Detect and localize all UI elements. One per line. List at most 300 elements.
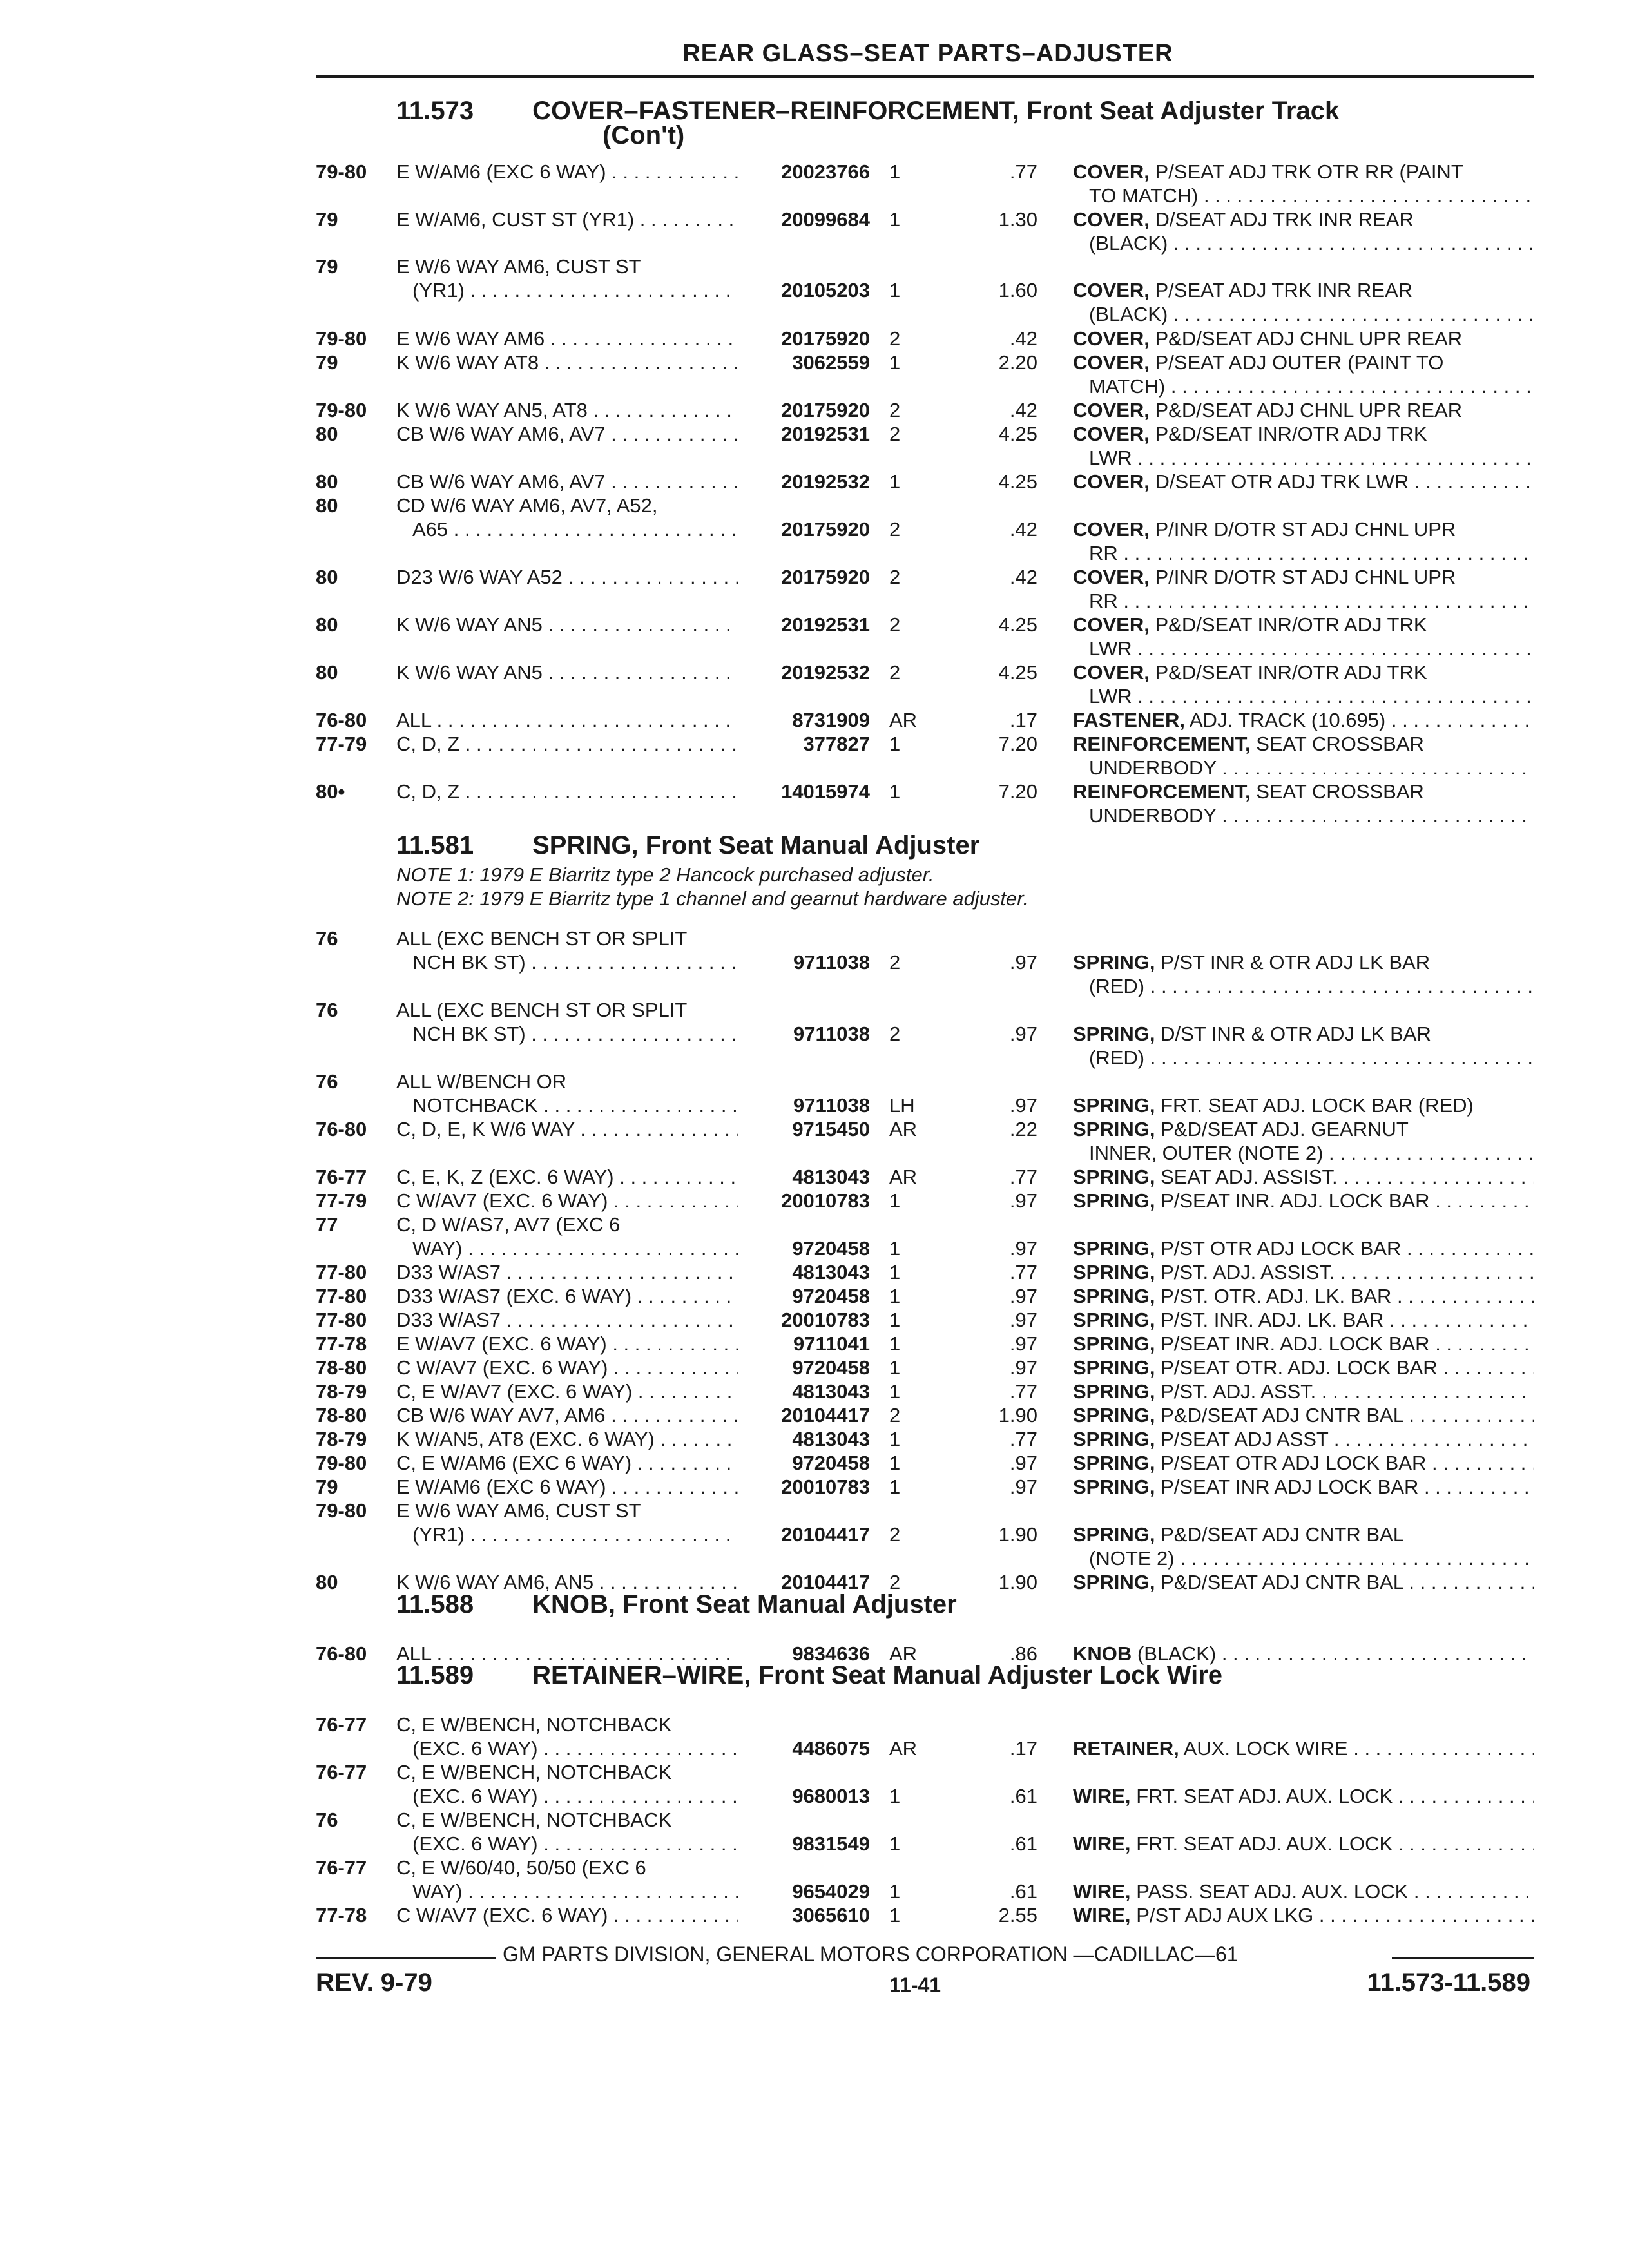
row-application-cont: WAY) . . . [396,1236,738,1260]
row-application-cont: (YR1) . . . [396,278,738,302]
row-description-name: SPRING, [1073,1261,1155,1283]
row-description-cont: LWR . . . [1073,446,1534,470]
row-price: 1.30 [998,208,1037,231]
row-price: .97 [1009,1237,1037,1260]
row-part-number: 20192532 [781,661,870,684]
row-price: .22 [1009,1118,1037,1140]
row-year-range: 78-79 [316,1428,367,1450]
row-quantity: 1 [889,470,901,493]
row-description-name: COVER, [1073,661,1150,684]
row-description [1073,327,1534,351]
row-description-cont: (NOTE 2) . . . [1073,1546,1534,1570]
row-description-name: FASTENER, [1073,709,1185,731]
row-quantity: AR [889,709,918,731]
row-description [1073,950,1534,998]
row-part-number: 20010783 [781,1309,870,1331]
row-year-range: 76-77 [316,1856,367,1879]
row-price: 4.25 [998,470,1037,493]
row-description [1073,398,1534,422]
row-description-text: P/SEAT ADJ ASST . . . [1161,1428,1534,1450]
row-description [1073,1403,1534,1427]
row-description-text: FRT. SEAT ADJ. AUX. LOCK . . . [1136,1785,1534,1807]
row-part-number: 14015974 [781,780,870,803]
row-application: C, D, E, K W/6 WAY . . . [396,1117,738,1141]
row-application: CB W/6 WAY AM6, AV7 . . . [396,422,738,446]
row-price: .77 [1009,1261,1037,1283]
row-application: C, E, K, Z (EXC. 6 WAY) . . . [396,1165,738,1189]
row-year-range: 80 [316,1571,338,1593]
row-part-number: 20104417 [781,1571,870,1593]
row-part-number: 9720458 [792,1285,870,1307]
row-year-range: 80 [316,470,338,493]
row-part-number: 9711038 [793,951,870,974]
row-application: C, E W/BENCH, NOTCHBACK [396,1761,672,1783]
row-price: .42 [1009,399,1037,421]
row-application: E W/AM6, CUST ST (YR1) . . . [396,207,738,231]
row-description [1073,278,1534,326]
row-price: .42 [1009,566,1037,588]
row-price: .97 [1009,1475,1037,1498]
row-year-range: 79 [316,255,338,278]
section-continued-label: (Con't) [602,121,685,149]
row-description [1073,1736,1534,1760]
row-quantity: 2 [889,518,901,541]
row-price: 7.20 [998,780,1037,803]
row-description [1073,1308,1534,1332]
row-part-number: 20104417 [781,1523,870,1546]
section-title-11588: 11.588 KNOB, Front Seat Manual Adjuster [396,1590,957,1619]
row-part-number: 9834636 [792,1642,870,1665]
row-part-number: 4486075 [792,1737,870,1760]
row-part-number: 9711038 [793,1094,870,1117]
row-description-text: P&D/SEAT ADJ CHNL UPR REAR [1155,399,1463,421]
row-year-range: 76-80 [316,1118,367,1140]
footer-revision: REV. 9-79 [316,1968,432,1997]
row-year-range: 77-79 [316,1189,367,1212]
row-description-text: P&D/SEAT INR/OTR ADJ TRK [1155,661,1427,684]
row-description-text: ADJ. TRACK (10.695) . . . [1190,709,1534,731]
row-price: .61 [1009,1832,1037,1855]
row-price: .97 [1009,1023,1037,1045]
row-price: .77 [1009,160,1037,183]
row-description-text: D/ST INR & OTR ADJ LK BAR [1161,1023,1431,1045]
row-year-range: 78-79 [316,1380,367,1403]
row-year-range: 79-80 [316,399,367,421]
row-year-range: 79-80 [316,1452,367,1474]
row-application: ALL (EXC BENCH ST OR SPLIT [396,999,688,1021]
row-description-name: COVER, [1073,399,1150,421]
row-part-number: 20099684 [781,208,870,231]
row-quantity: 2 [889,951,901,974]
row-part-number: 9831549 [792,1832,870,1855]
row-quantity: 2 [889,327,901,350]
row-part-number: 20192531 [781,613,870,636]
row-part-number: 9711038 [793,1023,870,1045]
row-description-name: SPRING, [1073,1118,1155,1140]
row-application: K W/6 WAY AM6, AN5 . . . [396,1570,738,1594]
row-description [1073,1260,1534,1284]
row-price: .97 [1009,1309,1037,1331]
row-year-range: 79-80 [316,160,367,183]
row-description-text: P/SEAT INR. ADJ. LOCK BAR . . . [1161,1332,1534,1355]
row-description-text: SEAT CROSSBAR [1256,780,1424,803]
row-description [1073,1236,1534,1260]
row-description-text: P/INR D/OTR ST ADJ CHNL UPR [1155,518,1456,541]
row-description [1073,708,1534,732]
row-part-number: 9715450 [792,1118,870,1140]
row-part-number: 4813043 [792,1428,870,1450]
row-price: .97 [1009,1094,1037,1117]
row-year-range: 76-77 [316,1166,367,1188]
row-year-range: 76 [316,1070,338,1093]
row-quantity: 1 [889,1356,901,1379]
row-application: C, D W/AS7, AV7 (EXC 6 [396,1213,621,1236]
row-description-name: SPRING, [1073,1475,1155,1498]
row-description [1073,613,1534,660]
row-description-text: P/SEAT ADJ TRK OTR RR (PAINT [1155,160,1463,183]
row-description [1073,565,1534,613]
row-year-range: 78-80 [316,1404,367,1427]
row-description [1073,1332,1534,1356]
row-quantity: 2 [889,423,901,445]
row-description [1073,1379,1534,1403]
row-quantity: 2 [889,1404,901,1427]
row-quantity: 1 [889,780,901,803]
row-application: E W/AM6 (EXC 6 WAY) . . . [396,1475,738,1499]
row-description-name: KNOB [1073,1642,1132,1665]
row-application-cont: NCH BK ST) . . . [396,1022,738,1046]
row-description-cont: (RED) . . . [1073,1046,1534,1070]
row-price: 4.25 [998,423,1037,445]
row-application: C, E W/60/40, 50/50 (EXC 6 [396,1856,646,1879]
row-application-cont: NCH BK ST) . . . [396,950,738,974]
row-price: .97 [1009,1332,1037,1355]
row-price: 4.25 [998,613,1037,636]
row-quantity: AR [889,1166,918,1188]
row-price: .17 [1009,709,1037,731]
row-year-range: 76-77 [316,1713,367,1736]
row-description [1073,1523,1534,1570]
row-description-text: P&D/SEAT ADJ. GEARNUT [1161,1118,1409,1140]
row-quantity: 1 [889,1380,901,1403]
row-description-name: SPRING, [1073,1309,1155,1331]
row-price: 4.25 [998,661,1037,684]
row-application: C, E W/AV7 (EXC. 6 WAY) . . . [396,1379,738,1403]
row-year-range: 78-80 [316,1356,367,1379]
row-application: CB W/6 WAY AV7, AM6 . . . [396,1403,738,1427]
row-description-text: P/SEAT OTR. ADJ. LOCK BAR . . . [1161,1356,1534,1379]
row-application: C, D, Z . . . [396,780,738,803]
row-description-cont: UNDERBODY . . . [1073,803,1534,827]
row-description [1073,1189,1534,1213]
row-price: .97 [1009,1452,1037,1474]
row-price: .97 [1009,1285,1037,1307]
row-description-name: WIRE, [1073,1880,1131,1903]
row-application: C, E W/BENCH, NOTCHBACK [396,1713,672,1736]
row-application-cont: (YR1) . . . [396,1523,738,1546]
row-price: 2.55 [998,1904,1037,1927]
row-quantity: 2 [889,1023,901,1045]
row-description-name: SPRING, [1073,1380,1155,1403]
row-quantity: 2 [889,566,901,588]
row-description-name: SPRING, [1073,1023,1155,1045]
row-year-range: 76 [316,999,338,1021]
row-description-name: SPRING, [1073,1332,1155,1355]
row-application-cont: (EXC. 6 WAY) . . . [396,1832,738,1856]
row-part-number: 20010783 [781,1475,870,1498]
row-description-text: P/SEAT INR. ADJ. LOCK BAR . . . [1161,1189,1534,1212]
row-part-number: 4813043 [792,1166,870,1188]
row-description-text: P/SEAT ADJ TRK INR REAR [1155,279,1413,302]
row-description-text: (BLACK) . . . [1137,1642,1534,1665]
row-description [1073,1832,1534,1856]
row-application: C W/AV7 (EXC. 6 WAY) . . . [396,1189,738,1213]
row-year-range: 79 [316,351,338,374]
row-year-range: 77-80 [316,1285,367,1307]
row-description-cont: LWR . . . [1073,637,1534,660]
row-quantity: 1 [889,1880,901,1903]
row-part-number: 20175920 [781,327,870,350]
row-description-text: FRT. SEAT ADJ. LOCK BAR (RED) [1161,1094,1474,1117]
row-application: ALL . . . [396,1642,738,1666]
row-description-name: COVER, [1073,613,1150,636]
row-part-number: 4813043 [792,1261,870,1283]
row-price: .42 [1009,518,1037,541]
row-quantity: 2 [889,613,901,636]
row-year-range: 77-80 [316,1261,367,1283]
row-description [1073,207,1534,255]
row-price: .17 [1009,1737,1037,1760]
row-application: C W/AV7 (EXC. 6 WAY) . . . [396,1356,738,1379]
row-price: 7.20 [998,733,1037,755]
row-description-text: P&D/SEAT INR/OTR ADJ TRK [1155,613,1427,636]
row-description-name: REINFORCEMENT, [1073,780,1251,803]
row-application-cont: A65 . . . [396,517,738,541]
row-description-name: COVER, [1073,351,1150,374]
row-description-text: AUX. LOCK WIRE . . . [1184,1737,1534,1760]
row-price: 1.90 [998,1571,1037,1593]
row-description-text: P&D/SEAT ADJ CNTR BAL [1161,1523,1404,1546]
row-description-text: PASS. SEAT ADJ. AUX. LOCK . . . [1136,1880,1534,1903]
row-application: D33 W/AS7 . . . [396,1308,738,1332]
header-rule [316,75,1534,78]
row-description-name: SPRING, [1073,1166,1155,1188]
row-quantity: AR [889,1642,918,1665]
row-application-cont: (EXC. 6 WAY) . . . [396,1784,738,1808]
row-quantity: 2 [889,1571,901,1593]
row-description-text: D/SEAT OTR ADJ TRK LWR . . . [1155,470,1534,493]
row-year-range: 79-80 [316,327,367,350]
row-part-number: 9720458 [792,1452,870,1474]
row-description [1073,1427,1534,1451]
row-quantity: 2 [889,661,901,684]
row-description-name: SPRING, [1073,1428,1155,1450]
row-part-number: 9720458 [792,1356,870,1379]
row-description-name: COVER, [1073,208,1150,231]
row-application: C, D, Z . . . [396,732,738,756]
row-year-range: 79-80 [316,1499,367,1522]
row-application-cont: WAY) . . . [396,1879,738,1903]
row-year-range: 76 [316,927,338,950]
row-quantity: 1 [889,208,901,231]
row-quantity: 1 [889,1452,901,1474]
row-description-name: COVER, [1073,279,1150,302]
row-year-range: 77-80 [316,1309,367,1331]
row-description-name: SPRING, [1073,1189,1155,1212]
row-quantity: 1 [889,1904,901,1927]
footer-rule-right [1392,1957,1534,1959]
row-description-cont: LWR . . . [1073,684,1534,708]
row-description-name: SPRING, [1073,1356,1155,1379]
row-description [1073,732,1534,780]
row-year-range: 80 [316,494,338,517]
row-price: .97 [1009,951,1037,974]
row-year-range: 80 [316,613,338,636]
row-application: C, E W/BENCH, NOTCHBACK [396,1809,672,1831]
row-description-name: SPRING, [1073,1404,1155,1427]
row-application: E W/6 WAY AM6, CUST ST [396,255,641,278]
row-description-cont: MATCH) . . . [1073,374,1534,398]
row-application: E W/AV7 (EXC. 6 WAY) . . . [396,1332,738,1356]
row-quantity: 1 [889,1428,901,1450]
row-description [1073,1642,1534,1666]
row-quantity: 1 [889,160,901,183]
row-description-text: P/ST. ADJ. ASSIST. . . . [1161,1261,1534,1283]
row-description-cont: RR . . . [1073,541,1534,565]
row-year-range: 76 [316,1809,338,1831]
row-application: K W/6 WAY AT8 . . . [396,351,738,374]
row-description [1073,1879,1534,1903]
row-part-number: 4813043 [792,1380,870,1403]
row-price: .61 [1009,1880,1037,1903]
row-description-name: SPRING, [1073,951,1155,974]
row-description-cont: INNER, OUTER (NOTE 2) . . . [1073,1141,1534,1165]
row-description-text: P/ST. OTR. ADJ. LK. BAR . . . [1161,1285,1534,1307]
row-description-text: SEAT CROSSBAR [1256,733,1424,755]
page-header-title: REAR GLASS–SEAT PARTS–ADJUSTER [682,40,1173,67]
row-description-text: P/INR D/OTR ST ADJ CHNL UPR [1155,566,1456,588]
row-application: K W/6 WAY AN5 . . . [396,613,738,637]
row-description-name: WIRE, [1073,1904,1131,1927]
row-description [1073,1165,1534,1189]
row-quantity: AR [889,1118,918,1140]
footer-section-range: 11.573-11.589 [1367,1968,1530,1997]
section-title-11589: 11.589 RETAINER–WIRE, Front Seat Manual Adjuster Lock Wire [396,1661,1223,1689]
row-quantity: AR [889,1737,918,1760]
footer-page-number: 11-41 [889,1974,941,1997]
row-description-text: P/ST INR & OTR ADJ LK BAR [1161,951,1431,974]
row-description-cont: TO MATCH) . . . [1073,184,1534,207]
row-year-range: 79 [316,208,338,231]
row-application: D23 W/6 WAY A52 . . . [396,565,738,589]
row-description [1073,422,1534,470]
row-year-range: 77 [316,1213,338,1236]
row-price: 2.20 [998,351,1037,374]
row-description [1073,1117,1534,1165]
row-application: K W/6 WAY AN5, AT8 . . . [396,398,738,422]
row-year-range: 80 [316,423,338,445]
row-part-number: 8731909 [792,709,870,731]
row-description [1073,1356,1534,1379]
row-quantity: 1 [889,1475,901,1498]
row-description-cont: (RED) . . . [1073,974,1534,998]
row-application: ALL (EXC BENCH ST OR SPLIT [396,927,688,950]
row-quantity: 1 [889,1285,901,1307]
row-part-number: 20175920 [781,566,870,588]
row-description-text: P/ST. INR. ADJ. LK. BAR . . . [1161,1309,1534,1331]
row-description-text: SEAT ADJ. ASSIST. . . . [1161,1166,1534,1188]
row-application: ALL . . . [396,708,738,732]
row-quantity: 1 [889,1309,901,1331]
row-part-number: 20192532 [781,470,870,493]
footer-division: GM PARTS DIVISION, GENERAL MOTORS CORPORATION —CADILLAC—61 [503,1943,1239,1966]
row-description-name: SPRING, [1073,1094,1155,1117]
row-quantity: 1 [889,1332,901,1355]
row-description-cont: (BLACK) . . . [1073,231,1534,255]
row-application-cont: NOTCHBACK . . . [396,1093,738,1117]
row-description-text: P/ST ADJ AUX LKG . . . [1136,1904,1534,1927]
row-description [1073,160,1534,207]
row-application: E W/AM6 (EXC 6 WAY) . . . [396,160,738,184]
row-part-number: 20175920 [781,518,870,541]
row-quantity: 1 [889,1785,901,1807]
row-part-number: 9711041 [793,1332,870,1355]
row-description-text: D/SEAT ADJ TRK INR REAR [1155,208,1414,231]
row-year-range: 76-80 [316,709,367,731]
row-part-number: 9654029 [792,1880,870,1903]
row-part-number: 3062559 [792,351,870,374]
row-description-name: SPRING, [1073,1523,1155,1546]
row-description-text: P&D/SEAT INR/OTR ADJ TRK [1155,423,1427,445]
row-price: .77 [1009,1166,1037,1188]
row-description [1073,517,1534,565]
row-year-range: 76-77 [316,1761,367,1783]
row-part-number: 20175920 [781,399,870,421]
row-price: .61 [1009,1785,1037,1807]
row-price: .42 [1009,327,1037,350]
row-quantity: 1 [889,1237,901,1260]
row-part-number: 20192531 [781,423,870,445]
row-price: .77 [1009,1380,1037,1403]
row-description-text: FRT. SEAT ADJ. AUX. LOCK . . . [1136,1832,1534,1855]
row-description-cont: UNDERBODY . . . [1073,756,1534,780]
row-description-name: REINFORCEMENT, [1073,733,1251,755]
row-description-text: P&D/SEAT ADJ CNTR BAL . . . [1161,1571,1534,1593]
row-part-number: 20105203 [781,279,870,302]
row-description-text: P/ST OTR ADJ LOCK BAR . . . [1161,1237,1534,1260]
row-application: CD W/6 WAY AM6, AV7, A52, [396,494,658,517]
row-price: 1.60 [998,279,1037,302]
row-price: .97 [1009,1356,1037,1379]
row-year-range: 77-78 [316,1332,367,1355]
row-part-number: 377827 [803,733,870,755]
row-application: E W/6 WAY AM6 . . . [396,327,738,351]
row-quantity: 1 [889,1832,901,1855]
row-application: ALL W/BENCH OR [396,1070,567,1093]
row-description-cont: RR . . . [1073,589,1534,613]
row-description-name: COVER, [1073,160,1150,183]
row-application: K W/AN5, AT8 (EXC. 6 WAY) . . . [396,1427,738,1451]
row-price: 1.90 [998,1404,1037,1427]
section-note-1: NOTE 1: 1979 E Biarritz type 2 Hancock purchased adjuster. [396,863,934,886]
row-year-range: 80 [316,661,338,684]
row-price: .86 [1009,1642,1037,1665]
row-description-cont: (BLACK) . . . [1073,302,1534,326]
row-description [1073,1475,1534,1499]
row-part-number: 20104417 [781,1404,870,1427]
row-description [1073,1022,1534,1070]
row-description-text: P/SEAT INR ADJ LOCK BAR . . . [1161,1475,1534,1498]
